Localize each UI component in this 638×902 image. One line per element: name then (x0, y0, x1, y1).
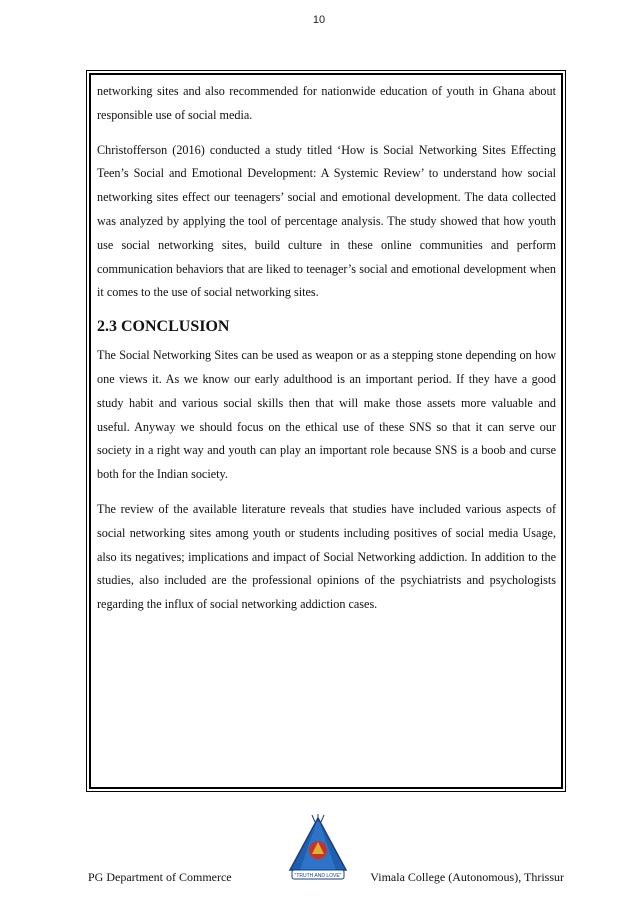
footer-college: Vimala College (Autonomous), Thrissur (370, 870, 564, 884)
paragraph-intro-1: networking sites and also recommended for nationwide education of youth in Ghana about responsible use of social media. (97, 84, 556, 122)
logo-motto: "TRUTH AND LOVE" (294, 873, 342, 879)
content-area (89, 73, 563, 789)
paragraph-christofferson: Christofferson (2016) conducted a study titled ‘How is Social Networking Sites Effecting Teen’s Social and Emotional Development: A Systemic Review’ to understand how social networking sites effect our teenagers’ social and emotional development. The data collected was analyzed by applying the tool of percentage analysis. The study showed that how youth use social networking sites, build culture in these online communities and perform communication behaviors that are liked to teenager’s social and emotional development when it comes to the use of social networking sites. (97, 142, 556, 300)
paragraph-conclusion-1: The Social Networking Sites can be used as weapon or as a stepping stone depending on how one views it. As we know our early adulthood is an important period. If they have a good study habit and various social skills then that will make those assets more valuable and useful. Anyway we should focus on the ethical use of these SNS so that it can serve our society in a right way and youth can play an important role because SNS is a boob and curse both for the Indian society. (97, 348, 556, 482)
section-heading-conclusion: 2.3 CONCLUSION (97, 318, 230, 336)
paragraph-conclusion-2: The review of the available literature reveals that studies have included various aspects of social networking sites among youth or students including positives of social media Usage, also its negatives; implications and impact of Social Networking addiction. In addition to the studies, also included are the professional opinions of the psychiatrists and psychologists regarding the influx of social networking addiction cases. (97, 501, 556, 612)
page-number: 10 (312, 14, 326, 26)
page-border (86, 70, 566, 792)
footer-department: PG Department of Commerce (88, 870, 232, 884)
college-logo (286, 812, 350, 888)
